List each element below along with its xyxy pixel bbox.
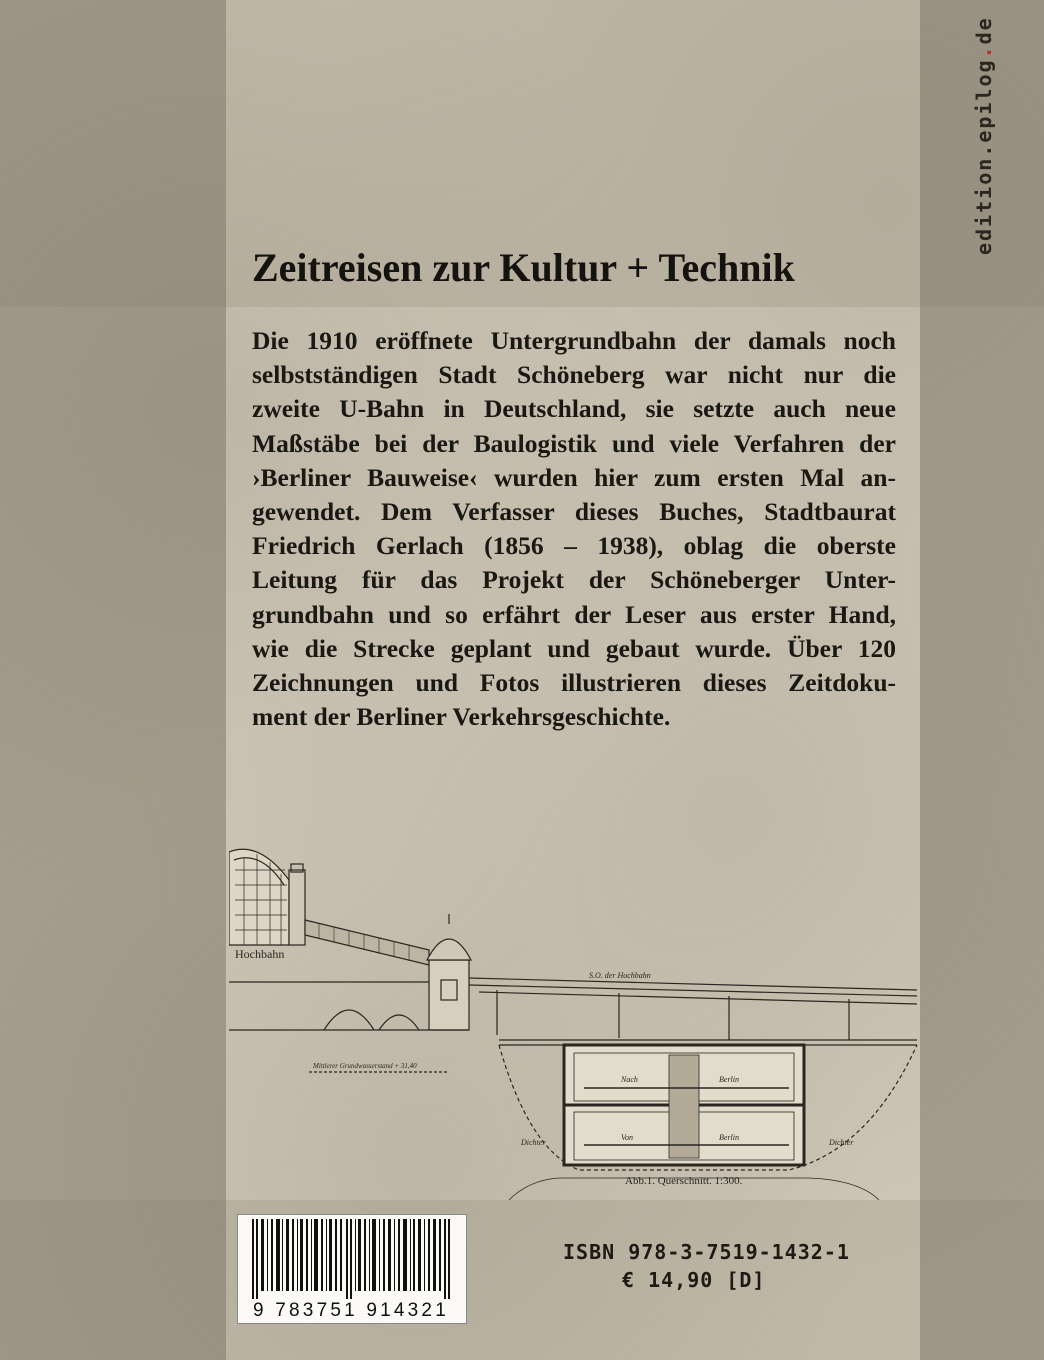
label-grundwasser: Mittlerer Grundwasserstand + 31,40 bbox=[313, 1062, 417, 1070]
blurb-line: wie die Strecke geplant und gebaut wurde. Über 120 bbox=[252, 633, 896, 663]
blurb-line: selbstständigen Stadt Schöneberg war nicht nur die bbox=[252, 360, 896, 390]
website-suffix: de bbox=[972, 16, 996, 45]
barcode-bars bbox=[238, 1215, 466, 1299]
publisher-website bbox=[966, 0, 1002, 255]
blurb-line: Die 1910 eröffnete Untergrundbahn der damals noch bbox=[252, 326, 896, 355]
website-prefix: edition.epilog bbox=[972, 58, 996, 255]
label-nach: Nach bbox=[621, 1075, 638, 1084]
blurb-line: Maßstäbe bei der Baulogistik und viele Verfahren der bbox=[252, 428, 896, 458]
cross-section-drawing bbox=[229, 840, 919, 1200]
blurb-line: ment der Berliner Verkehrsgeschichte. bbox=[252, 702, 671, 732]
label-berlin-top: Berlin bbox=[719, 1075, 739, 1084]
price: € 14,90 [D] bbox=[622, 1268, 766, 1292]
label-von: Von bbox=[621, 1133, 633, 1142]
blurb-line: gewendet. Dem Verfasser dieses Buches, Stadtbaurat bbox=[252, 497, 896, 527]
website-dot: . bbox=[972, 44, 996, 59]
blurb bbox=[252, 324, 896, 734]
barcode-digits: 9 783751 914321 bbox=[253, 1300, 449, 1321]
label-dichter-right: Dichter bbox=[829, 1138, 854, 1147]
label-hochbahn: Hochbahn bbox=[235, 947, 285, 961]
series-title: Zeitreisen zur Kultur + Technik bbox=[252, 245, 795, 290]
label-so: S.O. der Hochbahn bbox=[589, 971, 651, 980]
blurb-line: zweite U-Bahn in Deutschland, sie setzte auch neue bbox=[252, 394, 896, 424]
blurb-line: Zeichnungen und Fotos illustrieren dieses Zeitdoku- bbox=[252, 668, 896, 698]
label-berlin-bottom: Berlin bbox=[719, 1133, 739, 1142]
blurb-line: Friedrich Gerlach (1856 – 1938), oblag die oberste bbox=[252, 531, 896, 561]
blurb-line: ›Berliner Bauweise‹ wurden hier zum ersten Mal an- bbox=[252, 462, 896, 492]
blurb-line: Leitung für das Projekt der Schöneberger Unter- bbox=[252, 565, 896, 595]
blurb-line: grundbahn und so erfährt der Leser aus erster Hand, bbox=[252, 599, 896, 629]
label-dichter-left: Dichter bbox=[521, 1138, 546, 1147]
drawing-caption: Abb.1. Querschnitt. 1:300. bbox=[625, 1175, 743, 1187]
isbn: ISBN 978-3-7519-1432-1 bbox=[563, 1240, 850, 1264]
